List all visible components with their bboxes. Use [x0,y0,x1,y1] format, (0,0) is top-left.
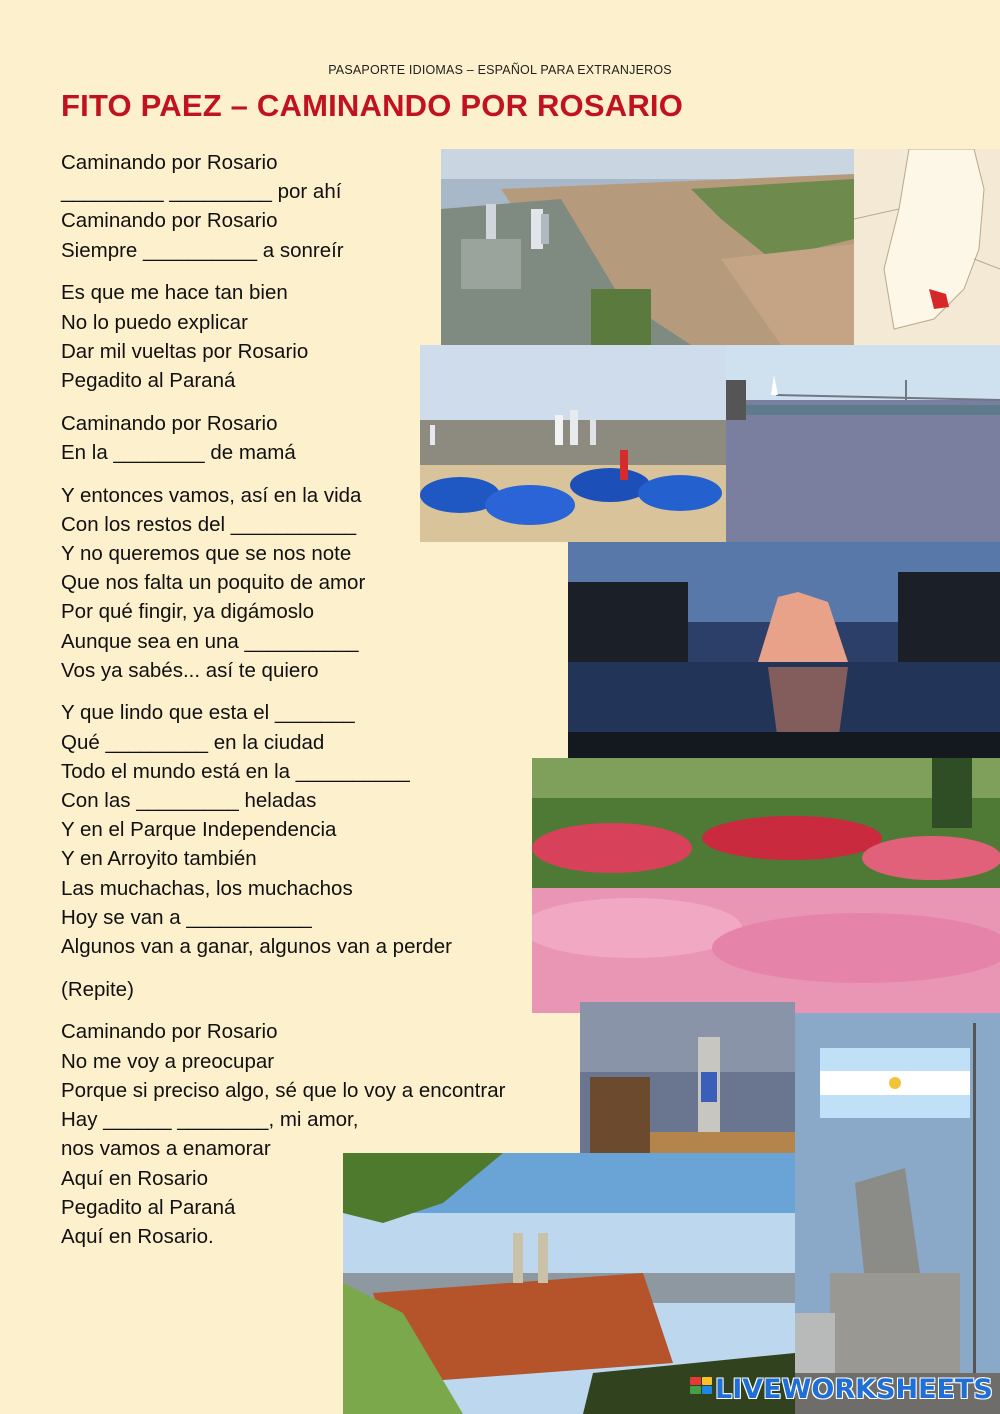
photo-rose-garden [532,758,1000,1013]
stanza [61,148,505,265]
liveworksheets-wordmark: LIVEWORKSHEETS [715,1374,993,1405]
lyric-line: Con las _________ heladas [61,789,317,813]
lyric-line: nos vamos a enamorar [61,1137,271,1161]
photo-river-bridge [726,345,1000,542]
lyric-line: Caminando por Rosario [61,411,278,435]
lyric-line: Pegadito al Paraná [61,1195,236,1219]
photo-fountain-night [568,542,1000,758]
stanza [61,278,505,395]
stanza [61,698,505,961]
photo-santa-fe-map [854,149,1000,345]
lyric-line: No me voy a preocupar [61,1049,275,1073]
lyric-line: Y en Arroyito también [61,847,257,871]
stanza [61,1017,505,1251]
lyric-line: Siempre __________ a sonreír [61,238,344,262]
lyric-line: Caminando por Rosario [61,209,278,233]
lyric-line: En la ________ de mamá [61,440,296,464]
lyric-line: Hay ______ ________, mi amor, [61,1108,359,1132]
lyric-line: Qué _________ en la ciudad [61,730,325,754]
document-header: PASAPORTE IDIOMAS – ESPAÑOL PARA EXTRANJEROS [328,63,672,77]
lyric-line: Aunque sea en una __________ [61,629,359,653]
lyric-line: Aquí en Rosario [61,1166,209,1190]
lyric-line: (Repite) [61,977,134,1001]
lyric-line: Caminando por Rosario [61,151,278,174]
lyric-line: _________ _________ por ahí [61,180,342,204]
lyric-line: Porque si preciso algo, sé que lo voy a encontrar [61,1078,506,1102]
lyric-line: Que nos falta un poquito de amor [61,571,366,595]
lyric-line: Algunos van a ganar, algunos van a perder [61,935,452,959]
lyric-line: Y en el Parque Independencia [61,818,337,842]
lyric-line: Y entonces vamos, así en la vida [61,483,362,507]
stanza [61,409,505,467]
lyric-line: Con los restos del ___________ [61,512,357,536]
lyric-line: Pegadito al Paraná [61,368,236,392]
liveworksheets-logo [690,1374,993,1405]
stanza [61,481,505,685]
lyric-line: Dar mil vueltas por Rosario [61,339,309,363]
stanza [61,975,505,1004]
lyric-line: Todo el mundo está en la __________ [61,759,410,783]
lyric-line: No lo puedo explicar [61,310,248,334]
liveworksheets-mark-icon [690,1377,712,1403]
photo-monument-flag [795,1013,1000,1414]
lyric-line: Es que me hace tan bien [61,281,288,305]
song-title: FITO PAEZ – CAMINANDO POR ROSARIO [61,88,684,123]
lyrics-block [61,148,505,1265]
lyric-line: Y que lindo que esta el _______ [61,701,355,725]
lyric-line: Las muchachas, los muchachos [61,876,353,900]
lyric-line: Hoy se van a ___________ [61,905,312,929]
lyric-line: Y no queremos que se nos note [61,541,352,565]
lyric-line: Aquí en Rosario. [61,1224,214,1248]
lyric-line: Vos ya sabés... así te quiero [61,658,319,682]
lyric-line: Por qué fingir, ya digámoslo [61,600,314,624]
lyric-line: Caminando por Rosario [61,1020,278,1044]
